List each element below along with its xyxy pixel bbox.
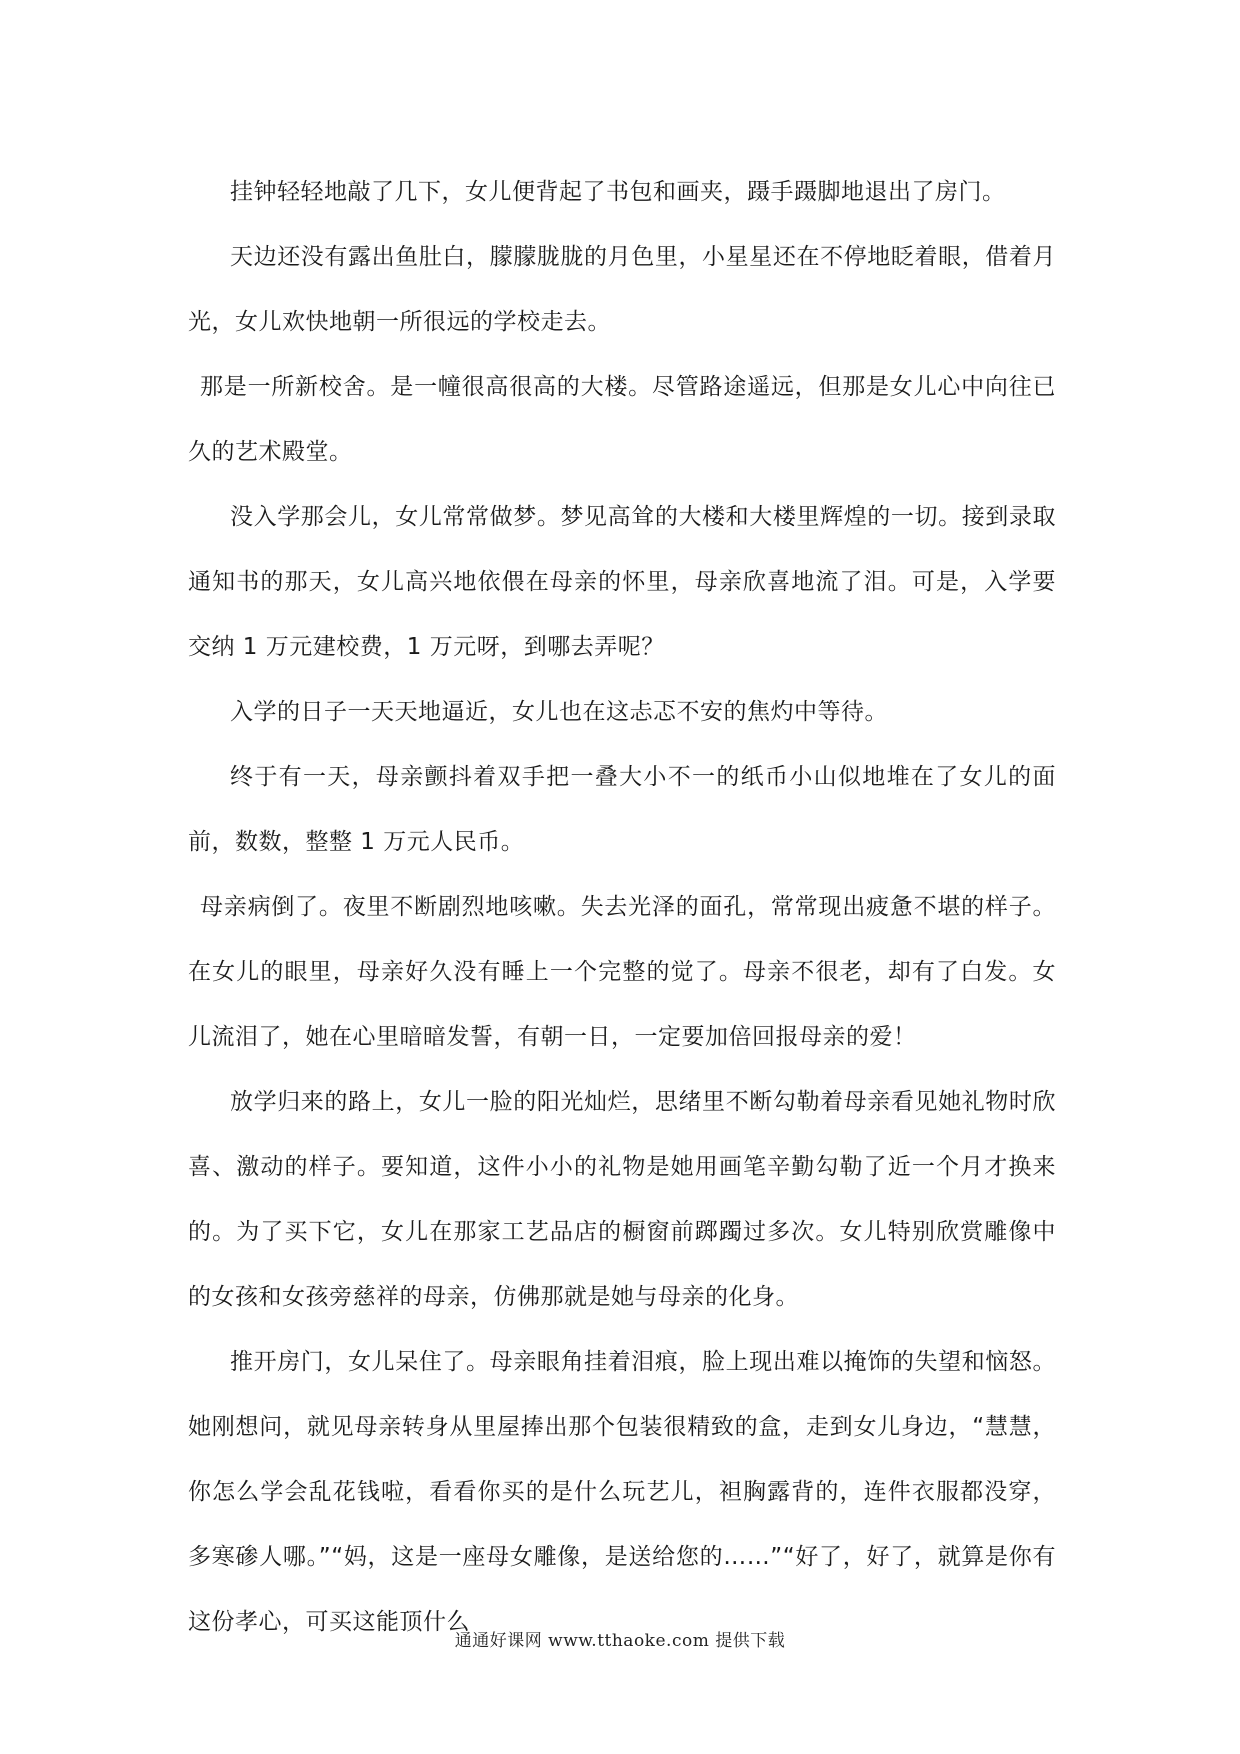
page-footer: 通通好课网 www.tthaoke.com 提供下载	[454, 1631, 786, 1651]
paragraph: 放学归来的路上，女儿一脸的阳光灿烂，思绪里不断勾勒着母亲看见她礼物时欣喜、激动的样子。要知道，这件小小的礼物是她用画笔辛勤勾勒了近一个月才换来的。为了买下它，女儿在那家工艺品店的橱窗前踯躅过多次。女儿特别欣赏雕像中的女孩和女孩旁慈祥的母亲，仿佛那就是她与母亲的化身。	[188, 1089, 1056, 1310]
paragraph: 天边还没有露出鱼肚白，朦朦胧胧的月色里，小星星还在不停地眨着眼，借着月光，女儿欢快地朝一所很远的学校走去。	[188, 244, 1056, 335]
paragraph: 挂钟轻轻地敲了几下，女儿便背起了书包和画夹，蹑手蹑脚地退出了房门。	[230, 179, 1006, 205]
paragraph: 那是一所新校舍。是一幢很高很高的大楼。尽管路途遥远，但那是女儿心中向往已久的艺术殿堂。	[188, 374, 1056, 465]
paragraph: 母亲病倒了。夜里不断剧烈地咳嗽。失去光泽的面孔，常常现出疲惫不堪的样子。在女儿的眼里，母亲好久没有睡上一个完整的觉了。母亲不很老，却有了白发。女儿流泪了，她在心里暗暗发誓，有朝一日，一定要加倍回报母亲的爱！	[188, 894, 1056, 1050]
paragraph: 终于有一天，母亲颤抖着双手把一叠大小不一的纸币小山似地堆在了女儿的面前，数数，整整 1 万元人民币。	[188, 764, 1056, 855]
article-body	[188, 160, 1056, 1655]
paragraph: 入学的日子一天天地逼近，女儿也在这忐忑不安的焦灼中等待。	[230, 699, 888, 725]
paragraph: 没入学那会儿，女儿常常做梦。梦见高耸的大楼和大楼里辉煌的一切。接到录取通知书的那天，女儿高兴地依偎在母亲的怀里，母亲欣喜地流了泪。可是，入学要交纳 1 万元建校费，1 万元呀，到哪去弄呢？	[188, 504, 1056, 660]
paragraph: 推开房门，女儿呆住了。母亲眼角挂着泪痕，脸上现出难以掩饰的失望和恼怒。她刚想问，就见母亲转身从里屋捧出那个包装很精致的盒，走到女儿身边，“慧慧，你怎么学会乱花钱啦，看看你买的是什么玩艺儿，袒胸露背的，连件衣服都没穿，多寒碜人哪。”“妈，这是一座母女雕像，是送给您的……”“好了，好了，就算是你有这份孝心，可买这能顶什么	[188, 1349, 1056, 1635]
